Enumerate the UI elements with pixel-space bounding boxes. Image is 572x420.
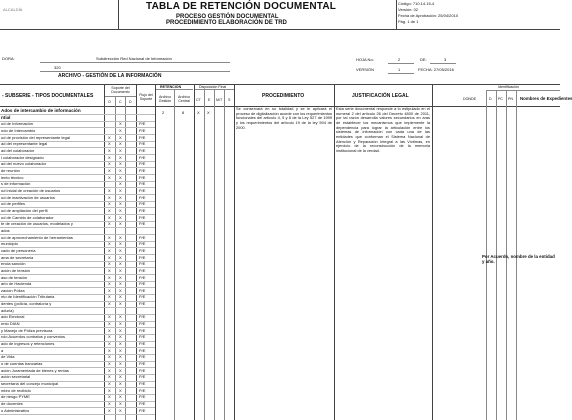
- documental-type-name: ación secretarial: [1, 374, 31, 380]
- soporte-copia-mark: X: [119, 167, 122, 173]
- documental-type-name: y Manejo de Póliza previsora: [1, 327, 53, 333]
- flujo-soporte-value: P/E: [139, 147, 146, 153]
- soporte-original-mark: X: [108, 387, 111, 393]
- soporte-copia-mark: X: [119, 354, 122, 360]
- soporte-original-mark: X: [108, 394, 111, 400]
- procedimiento-header: PROCEDIMIENTO: [262, 93, 305, 99]
- soporte-original-mark: X: [108, 341, 111, 347]
- documental-type-name: a: [1, 347, 4, 353]
- documental-type-name: ud de ampliación del perfil: [1, 207, 48, 213]
- disp-col-s: S: [228, 98, 231, 102]
- soporte-copia-mark: X: [119, 241, 122, 247]
- soporte-original-mark: X: [108, 327, 111, 333]
- pagina-label: Pág. 1 de 1: [398, 19, 419, 24]
- soporte-original-mark: X: [108, 154, 111, 160]
- disp-col-mt: M/T: [216, 98, 223, 102]
- documental-type-name: ad del representante legal: [1, 141, 48, 147]
- procedure-subtitle: PROCEDIMIENTO ELABORACIÓN DE TRD: [166, 20, 287, 26]
- flujo-soporte-value: P/E: [139, 334, 146, 340]
- id-col-d: D: [489, 97, 492, 101]
- disp-col-e: E: [208, 98, 211, 102]
- flujo-soporte-value: P/E: [139, 341, 146, 347]
- flujo-soporte-value: P/E: [139, 127, 146, 133]
- id-col-donde: DONDE: [463, 97, 476, 101]
- hoja-value: 2: [398, 57, 401, 62]
- flujo-soporte-value: P/E: [139, 154, 146, 160]
- soporte-copia-mark: X: [119, 201, 122, 207]
- flujo-soporte-value: P/E: [139, 374, 146, 380]
- documental-type-name: ud de Cambio de colaborador: [1, 214, 54, 220]
- documental-type-name: ud de Información: [1, 121, 34, 127]
- flujo-soporte-value: P/E: [139, 254, 146, 260]
- documental-type-name: de riesgo PYME: [1, 394, 30, 400]
- row-separator: [0, 414, 155, 415]
- soporte-original-mark: X: [108, 174, 111, 180]
- flujo-soporte-value: P/E: [139, 407, 146, 413]
- soporte-original-mark: X: [108, 314, 111, 320]
- flujo-soporte-value: P/E: [139, 361, 146, 367]
- procedimiento-text: Se conservará en su totalidad y se le aplicará el proceso de digitalización acorde con los requerimientos funcionales del artículo 4, 5 y 6 de la Ley 527 de 1999 y los requerimientos del artículo 19 de la ley 594 de 2000.: [236, 106, 332, 130]
- dependencia-label: ARCHIVO - GESTIÓN DE LA INFORMACIÓN: [58, 73, 162, 79]
- documental-type-name: ntial: [1, 114, 11, 120]
- soporte-copia-mark: X: [119, 181, 122, 187]
- documental-type-name: aso de tensión: [1, 274, 28, 280]
- documental-type-name: dentes (policía, contraloría y: [1, 301, 52, 307]
- flujo-soporte-value: P/E: [139, 394, 146, 400]
- soporte-copia-mark: X: [119, 134, 122, 140]
- documental-type-name: ud de aprovechamiento de herramientas: [1, 234, 73, 240]
- documental-type-name: ad del colaborador: [1, 147, 35, 153]
- soporte-original-mark: X: [108, 194, 111, 200]
- documental-type-name: ación Juramentada de bienes y rentas: [1, 367, 69, 373]
- flujo-soporte-value: P/E: [139, 181, 146, 187]
- soporte-copia-mark: X: [119, 287, 122, 293]
- soporte-original-mark: X: [108, 221, 111, 227]
- flujo-soporte-value: P/E: [139, 347, 146, 353]
- documental-type-name: ento DIAN: [1, 321, 20, 327]
- soporte-original-mark: X: [108, 147, 111, 153]
- documental-type-name: de docentes: [1, 401, 23, 407]
- disposicion-e-value: X: [207, 110, 210, 115]
- soporte-copia-mark: X: [119, 407, 122, 413]
- soporte-copia-mark: X: [119, 254, 122, 260]
- documental-type-name: ud de perfiles: [1, 201, 26, 207]
- soporte-column-header: Soporte del Documento: [111, 86, 130, 95]
- documental-type-name: secretaría del concejo municipal: [1, 381, 59, 387]
- nombres-header: Nombres de Expedientes: [520, 96, 572, 101]
- documental-type-name: iento técnico: [1, 174, 24, 180]
- soporte-original-mark: X: [108, 207, 111, 213]
- documental-type-name: Ados de intercambio de información: [1, 108, 81, 113]
- flujo-soporte-value: P/E: [139, 381, 146, 387]
- flujo-soporte-value: P/E: [139, 121, 146, 127]
- soporte-copia-mark: X: [119, 161, 122, 167]
- documental-type-name: rcio Acuerdos contratos y convenios: [1, 334, 66, 340]
- flujo-soporte-value: P/E: [139, 261, 146, 267]
- soporte-copia-mark: X: [119, 274, 122, 280]
- soporte-copia-mark: X: [119, 127, 122, 133]
- version-label: VERSIÓN: [356, 67, 375, 72]
- archivo-central-header: Archivo Central: [178, 95, 190, 104]
- flujo-soporte-value: P/E: [139, 201, 146, 207]
- soporte-original-mark: X: [108, 374, 111, 380]
- soporte-original-mark: X: [108, 287, 111, 293]
- documental-type-name: aduría): [1, 307, 14, 313]
- flujo-soporte-value: P/E: [139, 287, 146, 293]
- soporte-original-mark: X: [108, 294, 111, 300]
- de-value: 3: [444, 57, 447, 62]
- soporte-copia-mark: X: [119, 147, 122, 153]
- retencion-header: RETENCIÓN: [160, 85, 182, 89]
- soporte-copia-mark: X: [119, 341, 122, 347]
- flujo-soporte-value: P/E: [139, 234, 146, 240]
- flujo-column-header: Flujo del Soporte: [139, 93, 153, 102]
- soporte-original-mark: X: [108, 247, 111, 253]
- process-subtitle: PROCESO GESTIÓN DOCUMENTAL: [176, 14, 279, 20]
- entidad-label: DORA:: [2, 56, 15, 61]
- soporte-copia-mark: X: [119, 394, 122, 400]
- documental-type-name: ndo de Intercambio: [1, 127, 36, 133]
- soporte-original-mark: X: [108, 367, 111, 373]
- documental-type-name: s de información: [1, 181, 31, 187]
- soporte-copia-mark: X: [119, 221, 122, 227]
- soporte-col-c: C: [119, 100, 122, 104]
- soporte-copia-mark: X: [119, 294, 122, 300]
- flujo-soporte-value: P/E: [139, 314, 146, 320]
- soporte-copia-mark: X: [119, 301, 122, 307]
- soporte-copia-mark: X: [119, 234, 122, 240]
- soporte-original-mark: X: [108, 274, 111, 280]
- fecha-label: FECHA: 27/05/2016: [418, 67, 454, 72]
- soporte-copia-mark: X: [119, 174, 122, 180]
- fecha-aprobacion: Fecha de Aprobación: 25/04/2010: [398, 13, 459, 18]
- soporte-copia-mark: X: [119, 247, 122, 253]
- justificacion-text: Esta serie documental responde a lo estipulado en el numeral 2 del artículo 26 del Decreto 4800 de 2011, por tal razón desarrolla valores secundarios en aras de establecer los mecanismos que implemente la dependencia para lograr la articulación entre los sistemas de información con cada una de las entidades que conforman el Sistema Nacional de Atención y Reparación Integral a las Víctimas, en ejercicio de la reconstrucción de la memoria institucional de la verdad.: [336, 106, 430, 153]
- soporte-original-mark: X: [108, 201, 111, 207]
- series-column-header: - SUBSERIE - TIPOS DOCUMENTALES: [2, 93, 94, 99]
- documental-type-name: ud de inactivación de usuarios: [1, 194, 55, 200]
- soporte-copia-mark: X: [119, 121, 122, 127]
- flujo-soporte-value: P/E: [139, 161, 146, 167]
- documental-type-name: ado de ingresos y retenciones: [1, 341, 55, 347]
- soporte-original-mark: X: [108, 214, 111, 220]
- codigo-label: Código: 710.14.15-4: [398, 1, 435, 6]
- soporte-copia-mark: X: [119, 141, 122, 147]
- soporte-copia-mark: X: [119, 207, 122, 213]
- documental-type-name: l colaborador designado: [1, 154, 44, 160]
- soporte-original-mark: X: [108, 334, 111, 340]
- soporte-copia-mark: X: [119, 194, 122, 200]
- documental-type-name: de reunión: [1, 167, 20, 173]
- flujo-soporte-value: P/E: [139, 174, 146, 180]
- soporte-original-mark: X: [108, 141, 111, 147]
- soporte-original-mark: X: [108, 301, 111, 307]
- soporte-original-mark: X: [108, 361, 111, 367]
- soporte-original-mark: X: [108, 161, 111, 167]
- soporte-original-mark: X: [108, 381, 111, 387]
- retencion-gestion-value: 2: [162, 110, 165, 115]
- hoja-label: HOJA No:: [356, 57, 374, 62]
- flujo-soporte-value: P/E: [139, 367, 146, 373]
- flujo-soporte-value: P/E: [139, 354, 146, 360]
- soporte-copia-mark: X: [119, 321, 122, 327]
- soporte-original-mark: X: [108, 321, 111, 327]
- logo-text: ALCALDÍA: [3, 7, 23, 12]
- documental-type-name: o de cuentas bancarias: [1, 361, 43, 367]
- soporte-copia-mark: X: [119, 347, 122, 353]
- flujo-soporte-value: P/E: [139, 281, 146, 287]
- soporte-copia-mark: X: [119, 334, 122, 340]
- soporte-original-mark: X: [108, 234, 111, 240]
- documental-type-name: ud inicial de creación de usuarios: [1, 187, 61, 193]
- retencion-central-value: 8: [182, 110, 185, 115]
- flujo-soporte-value: P/E: [139, 401, 146, 407]
- flujo-soporte-value: P/E: [139, 134, 146, 140]
- soporte-copia-mark: X: [119, 214, 122, 220]
- soporte-original-mark: X: [108, 241, 111, 247]
- flujo-soporte-value: P/E: [139, 294, 146, 300]
- nombres-expedientes-text: Por Acuerdo, nombre de la entidad y año.: [482, 254, 555, 265]
- documental-type-name: mbro de recibido: [1, 387, 31, 393]
- flujo-soporte-value: P/E: [139, 214, 146, 220]
- de-label: DE:: [420, 57, 427, 62]
- soporte-copia-mark: X: [119, 387, 122, 393]
- identificacion-header: Identificación: [498, 85, 519, 89]
- soporte-copia-mark: X: [119, 187, 122, 193]
- soporte-original-mark: X: [108, 347, 111, 353]
- codigo-value: 320: [54, 65, 61, 70]
- flujo-soporte-value: P/E: [139, 321, 146, 327]
- soporte-original-mark: X: [108, 187, 111, 193]
- soporte-copia-mark: X: [119, 374, 122, 380]
- disposicion-header: Disposición Final: [199, 85, 227, 89]
- soporte-original-mark: X: [108, 401, 111, 407]
- documental-type-name: te de creación de usuarios, modelados y: [1, 221, 73, 227]
- flujo-soporte-value: P/E: [139, 327, 146, 333]
- soporte-copia-mark: X: [119, 381, 122, 387]
- documental-type-name: ario de Hacienda: [1, 281, 32, 287]
- documental-type-name: ación de tensión: [1, 267, 31, 273]
- flujo-soporte-value: P/E: [139, 301, 146, 307]
- entidad-value: Subdirección Red Nacional de Información: [96, 56, 172, 61]
- soporte-original-mark: X: [108, 281, 111, 287]
- soporte-copia-mark: X: [119, 261, 122, 267]
- documental-type-name: ama de secretaría: [1, 254, 34, 260]
- id-col-pc: PC: [498, 97, 503, 101]
- flujo-soporte-value: P/E: [139, 247, 146, 253]
- archivo-gestion-header: Archivo Gestión: [158, 95, 172, 104]
- soporte-original-mark: X: [108, 261, 111, 267]
- disposicion-ct-value: X: [197, 110, 200, 115]
- soporte-original-mark: X: [108, 267, 111, 273]
- flujo-soporte-value: P/E: [139, 187, 146, 193]
- version-value: 1: [398, 67, 401, 72]
- flujo-soporte-value: P/E: [139, 221, 146, 227]
- flujo-soporte-value: P/E: [139, 241, 146, 247]
- justificacion-header: JUSTIFICACIÓN LEGAL: [352, 93, 409, 99]
- soporte-copia-mark: X: [119, 367, 122, 373]
- documental-type-name: ado Electoral: [1, 314, 25, 320]
- documental-type-name: ud de provisión del representante legal: [1, 134, 70, 140]
- soporte-original-mark: X: [108, 354, 111, 360]
- soporte-original-mark: X: [108, 407, 111, 413]
- documental-type-name: de Vida: [1, 354, 15, 360]
- flujo-soporte-value: P/E: [139, 167, 146, 173]
- documental-type-name: cado de personería: [1, 247, 36, 253]
- soporte-copia-mark: X: [119, 361, 122, 367]
- soporte-col-o: O: [108, 100, 111, 104]
- soporte-copia-mark: X: [119, 401, 122, 407]
- soporte-copia-mark: X: [119, 314, 122, 320]
- documental-type-name: municipio: [1, 241, 18, 247]
- flujo-soporte-value: P/E: [139, 207, 146, 213]
- soporte-copia-mark: X: [119, 281, 122, 287]
- soporte-copia-mark: X: [119, 327, 122, 333]
- documental-type-name: ad del nuevo colaborador: [1, 161, 47, 167]
- soporte-original-mark: X: [108, 134, 111, 140]
- version-line: Versión: 02: [398, 7, 419, 12]
- id-col-pn: PN: [508, 97, 513, 101]
- flujo-soporte-value: P/E: [139, 274, 146, 280]
- flujo-soporte-value: P/E: [139, 267, 146, 273]
- flujo-soporte-value: P/E: [139, 141, 146, 147]
- soporte-copia-mark: X: [119, 267, 122, 273]
- disp-col-ct: CT: [196, 98, 201, 102]
- flujo-soporte-value: P/E: [139, 387, 146, 393]
- documental-type-name: encia sanción: [1, 261, 26, 267]
- soporte-original-mark: X: [108, 167, 111, 173]
- soporte-col-d: D: [129, 100, 132, 104]
- documental-type-name: nto de Identificación Tributaria: [1, 294, 55, 300]
- soporte-original-mark: X: [108, 254, 111, 260]
- documental-type-name: o Administrativo: [1, 407, 30, 413]
- soporte-copia-mark: X: [119, 154, 122, 160]
- document-title: TABLA DE RETENCIÓN DOCUMENTAL: [146, 1, 337, 12]
- flujo-soporte-value: P/E: [139, 194, 146, 200]
- documental-type-name: zación Póliza: [1, 287, 25, 293]
- documental-type-name: ados: [1, 227, 10, 233]
